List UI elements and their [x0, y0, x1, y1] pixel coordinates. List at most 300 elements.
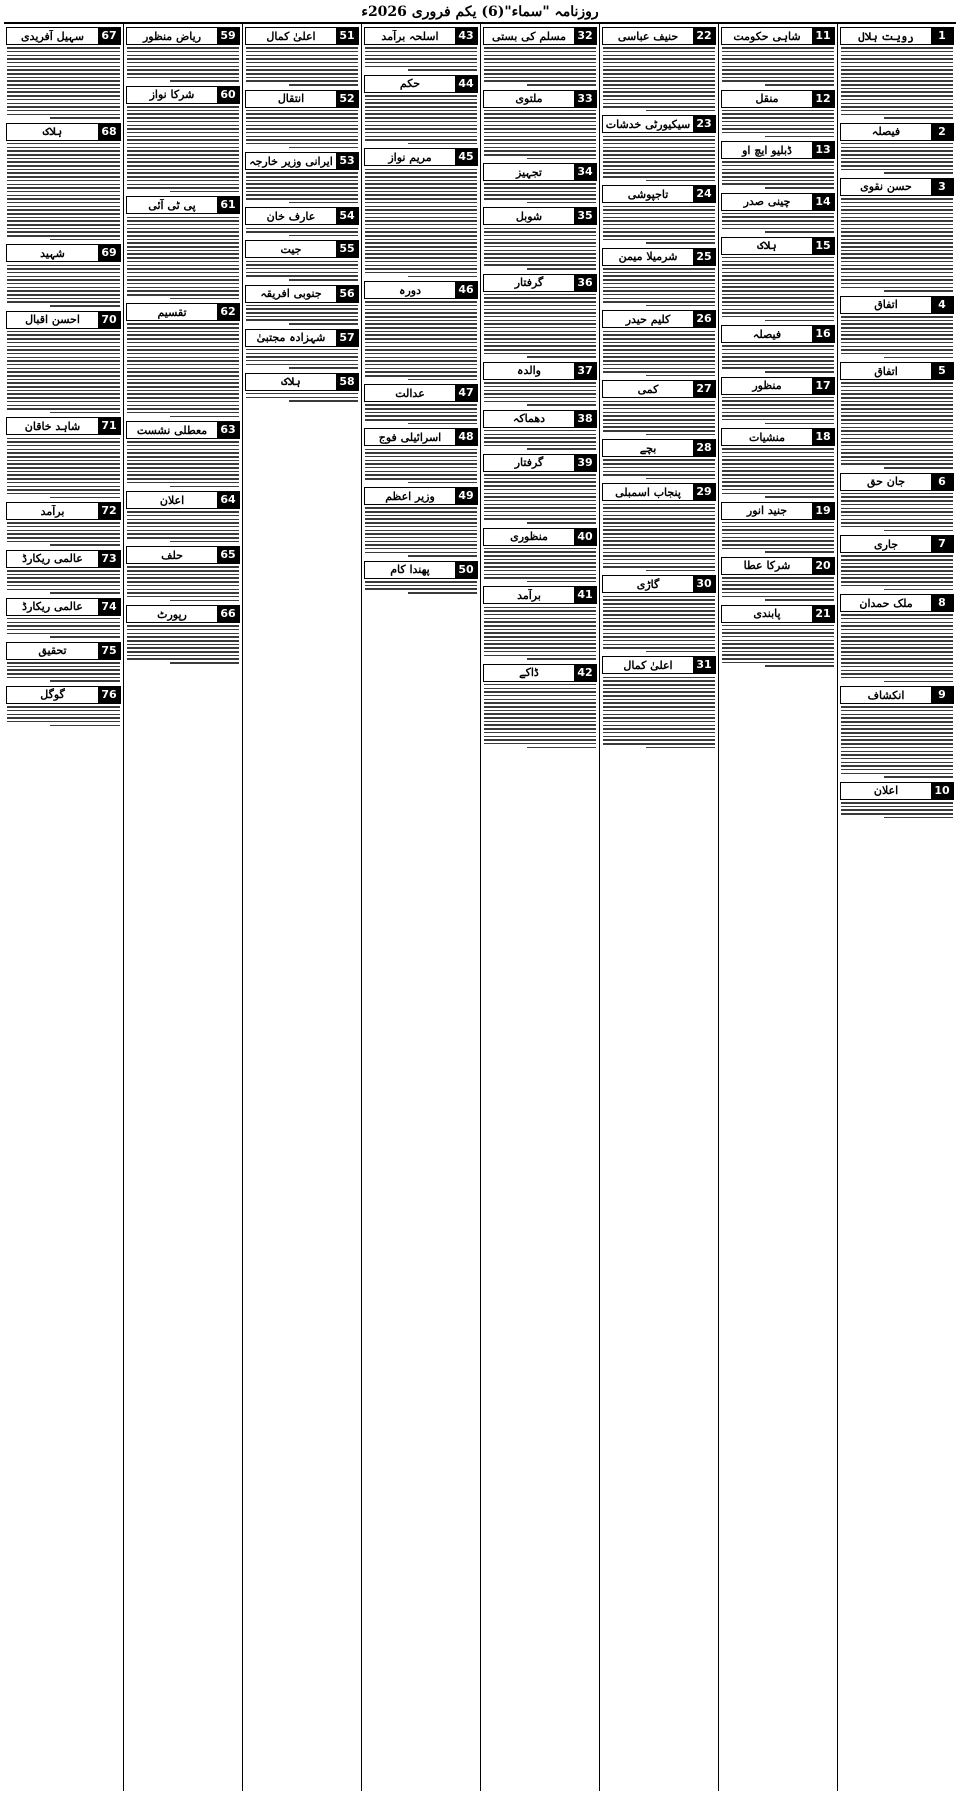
text-line	[603, 618, 715, 620]
text-line	[527, 658, 596, 660]
text-line	[484, 77, 596, 79]
text-line	[841, 725, 953, 727]
news-item	[245, 240, 359, 280]
item-body-text	[245, 349, 359, 369]
news-item	[721, 237, 835, 321]
text-line	[841, 736, 953, 738]
text-line	[7, 405, 120, 407]
text-line	[603, 610, 715, 612]
text-line	[289, 323, 358, 325]
text-line	[365, 121, 477, 123]
news-item	[364, 75, 478, 145]
text-line	[7, 522, 120, 524]
item-headline: شاہد خاقان	[24, 419, 81, 433]
item-headline: پنجاب اسمبلی	[615, 485, 681, 499]
item-number: 62	[217, 304, 239, 320]
text-line	[484, 548, 596, 550]
text-line	[603, 401, 715, 403]
news-item	[126, 421, 240, 487]
text-line	[841, 430, 953, 432]
text-line	[722, 548, 834, 550]
text-line	[841, 408, 953, 410]
text-line	[484, 136, 596, 138]
news-item-header	[483, 163, 597, 181]
text-line	[246, 66, 358, 68]
text-line	[841, 673, 953, 675]
text-line	[127, 283, 239, 285]
text-line	[765, 665, 834, 667]
news-item-header	[602, 575, 716, 593]
news-item	[840, 362, 954, 469]
text-line	[484, 430, 596, 432]
text-line	[841, 265, 953, 267]
text-line	[603, 684, 715, 686]
text-line	[841, 331, 953, 333]
text-line	[127, 279, 239, 281]
text-line	[365, 62, 477, 64]
item-headline: اعلان	[873, 784, 899, 798]
item-body-text	[6, 438, 121, 499]
text-line	[127, 58, 239, 60]
item-number: 3	[931, 179, 953, 195]
item-headline: شہید	[40, 246, 65, 260]
text-line	[603, 736, 715, 738]
text-line	[603, 732, 715, 734]
text-line	[127, 125, 239, 127]
text-line	[7, 349, 120, 351]
text-line	[127, 294, 239, 296]
text-line	[484, 717, 596, 719]
text-line	[722, 132, 834, 134]
news-item	[602, 439, 716, 479]
text-line	[484, 154, 596, 156]
text-line	[603, 298, 715, 300]
text-line	[603, 371, 715, 373]
text-line	[722, 349, 834, 351]
text-line	[841, 88, 953, 90]
text-line	[603, 647, 715, 649]
text-line	[7, 195, 120, 197]
news-item-header	[483, 454, 597, 472]
text-line	[7, 486, 120, 488]
text-line	[841, 253, 953, 255]
text-line	[127, 526, 239, 528]
text-line	[841, 316, 953, 318]
text-line	[7, 629, 120, 631]
item-headline: پھندا کام	[390, 563, 430, 577]
text-line	[841, 577, 953, 579]
news-item	[721, 428, 835, 498]
text-line	[289, 400, 358, 402]
text-line	[7, 191, 120, 193]
item-number: 5	[931, 363, 953, 379]
text-line	[127, 66, 239, 68]
item-number: 17	[812, 378, 834, 394]
text-line	[484, 511, 596, 513]
text-line	[484, 301, 596, 303]
text-line	[722, 636, 834, 638]
text-line	[603, 69, 715, 71]
text-line	[365, 548, 477, 550]
text-line	[841, 393, 953, 395]
text-line	[127, 522, 239, 524]
text-line	[246, 180, 358, 182]
text-line	[722, 658, 834, 660]
item-body-text	[6, 706, 121, 726]
text-line	[646, 747, 715, 749]
text-line	[127, 467, 239, 469]
item-number: 74	[98, 599, 120, 615]
text-line	[365, 66, 477, 68]
text-line	[722, 364, 834, 366]
text-line	[484, 559, 596, 561]
columns	[4, 24, 956, 1791]
text-line	[7, 622, 120, 624]
text-line	[841, 69, 953, 71]
text-line	[365, 194, 477, 196]
text-line	[127, 511, 239, 513]
item-headline: عالمی ریکارڈ	[22, 552, 83, 566]
news-item-header	[245, 207, 359, 225]
text-line	[50, 497, 120, 499]
news-item-header	[602, 310, 716, 328]
text-line	[484, 625, 596, 627]
text-line	[484, 386, 596, 388]
item-number: 44	[455, 76, 477, 92]
text-line	[7, 489, 120, 491]
news-item-header	[840, 473, 954, 491]
news-item	[364, 27, 478, 71]
text-line	[841, 555, 953, 557]
text-line	[365, 305, 477, 307]
item-headline: اسلحہ برآمد	[381, 29, 439, 43]
text-line	[603, 552, 715, 554]
news-item-header	[840, 782, 954, 800]
item-number: 64	[217, 492, 239, 508]
news-item-header	[364, 384, 478, 402]
text-line	[484, 297, 596, 299]
text-line	[484, 515, 596, 517]
text-line	[484, 724, 596, 726]
text-line	[127, 327, 239, 329]
text-line	[722, 353, 834, 355]
item-number: 11	[812, 28, 834, 44]
text-line	[365, 320, 477, 322]
text-line	[722, 577, 834, 579]
text-line	[484, 713, 596, 715]
text-line	[484, 117, 596, 119]
news-item	[6, 502, 121, 546]
item-headline: انتقال	[277, 92, 305, 106]
text-line	[7, 460, 120, 462]
text-line	[7, 408, 120, 410]
news-column	[4, 24, 123, 1791]
text-line	[841, 449, 953, 451]
text-line	[603, 206, 715, 208]
text-line	[7, 95, 120, 97]
text-line	[884, 117, 953, 119]
text-line	[7, 357, 120, 359]
text-line	[841, 496, 953, 498]
text-line	[127, 445, 239, 447]
text-line	[484, 732, 596, 734]
text-line	[603, 404, 715, 406]
item-headline: منظور	[752, 379, 782, 393]
text-line	[841, 55, 953, 57]
text-line	[722, 662, 834, 664]
text-line	[841, 198, 953, 200]
item-number: 1	[931, 28, 953, 44]
text-line	[484, 132, 596, 134]
text-line	[127, 346, 239, 348]
text-line	[127, 220, 239, 222]
item-body-text	[126, 217, 240, 300]
text-line	[841, 66, 953, 68]
text-line	[841, 809, 953, 811]
news-item-header	[721, 90, 835, 108]
text-line	[127, 265, 239, 267]
item-headline: حلف	[161, 548, 183, 562]
text-line	[484, 110, 596, 112]
item-headline: حنیف عباسی	[617, 29, 679, 43]
text-line	[765, 371, 834, 373]
text-line	[127, 110, 239, 112]
text-line	[646, 434, 715, 436]
item-number: 7	[931, 536, 953, 552]
text-line	[484, 636, 596, 638]
text-line	[365, 110, 477, 112]
text-line	[7, 662, 120, 664]
news-item	[602, 575, 716, 652]
text-line	[484, 312, 596, 314]
text-line	[603, 526, 715, 528]
text-line	[841, 202, 953, 204]
news-item-header	[245, 27, 359, 45]
text-line	[484, 574, 596, 576]
item-headline: حکم	[399, 77, 421, 91]
text-line	[603, 614, 715, 616]
text-line	[603, 239, 715, 241]
text-line	[7, 231, 120, 233]
item-number: 60	[217, 87, 239, 103]
news-item	[721, 377, 835, 425]
news-item-header	[364, 428, 478, 446]
text-line	[841, 647, 953, 649]
text-line	[7, 73, 120, 75]
text-line	[841, 404, 953, 406]
text-line	[722, 257, 834, 259]
item-body-text	[245, 110, 359, 148]
text-line	[603, 415, 715, 417]
item-number: 21	[812, 606, 834, 622]
item-number: 20	[812, 558, 834, 574]
text-line	[7, 66, 120, 68]
text-line	[722, 183, 834, 185]
item-headline: شرکا نواز	[149, 88, 195, 102]
text-line	[722, 533, 834, 535]
text-line	[127, 268, 239, 270]
text-line	[7, 581, 120, 583]
text-line	[127, 338, 239, 340]
news-item	[840, 594, 954, 682]
text-line	[7, 379, 120, 381]
text-line	[722, 110, 834, 112]
text-line	[246, 397, 358, 399]
text-line	[484, 643, 596, 645]
text-line	[365, 511, 477, 513]
news-item	[6, 123, 121, 241]
text-line	[722, 588, 834, 590]
text-line	[484, 518, 596, 520]
text-line	[365, 460, 477, 462]
text-line	[246, 393, 358, 395]
item-body-text	[483, 382, 597, 406]
text-line	[7, 467, 120, 469]
item-headline: چینی صدر	[743, 195, 791, 209]
item-headline: تقسیم	[157, 305, 187, 319]
text-line	[603, 217, 715, 219]
text-line	[7, 452, 120, 454]
text-line	[7, 585, 120, 587]
text-line	[7, 51, 120, 53]
text-line	[841, 581, 953, 583]
item-number: 61	[217, 197, 239, 213]
text-line	[127, 655, 239, 657]
text-line	[246, 198, 358, 200]
item-number: 29	[693, 484, 715, 500]
item-body-text	[721, 161, 835, 188]
text-line	[484, 327, 596, 329]
text-line	[841, 670, 953, 672]
text-line	[7, 202, 120, 204]
text-line	[365, 349, 477, 351]
news-item	[840, 686, 954, 778]
text-line	[484, 257, 596, 259]
text-line	[722, 463, 834, 465]
item-body-text	[721, 448, 835, 497]
text-line	[841, 765, 953, 767]
text-line	[7, 533, 120, 535]
text-line	[722, 544, 834, 546]
item-number: 50	[455, 562, 477, 578]
text-line	[603, 58, 715, 60]
item-body-text	[126, 106, 240, 192]
text-line	[603, 228, 715, 230]
text-line	[722, 62, 834, 64]
text-line	[127, 161, 239, 163]
text-line	[722, 485, 834, 487]
text-line	[365, 353, 477, 355]
news-item-header	[6, 417, 121, 435]
text-line	[127, 257, 239, 259]
text-line	[603, 555, 715, 557]
text-line	[484, 338, 596, 340]
item-number: 12	[812, 91, 834, 107]
text-line	[127, 379, 239, 381]
news-item	[602, 27, 716, 111]
item-headline: وزیر اعظم	[385, 489, 435, 503]
text-line	[722, 526, 834, 528]
news-item-header	[364, 27, 478, 45]
text-line	[603, 629, 715, 631]
text-line	[722, 172, 834, 174]
text-line	[365, 132, 477, 134]
text-line	[841, 438, 953, 440]
item-body-text	[483, 47, 597, 85]
text-line	[603, 566, 715, 568]
item-number: 28	[693, 440, 715, 456]
item-number: 34	[574, 164, 596, 180]
text-line	[603, 268, 715, 270]
item-body-text	[840, 316, 954, 358]
text-line	[246, 275, 358, 277]
text-line	[603, 511, 715, 513]
item-headline: سہیل آفریدی	[21, 29, 84, 43]
text-line	[841, 397, 953, 399]
text-line	[127, 456, 239, 458]
text-line	[722, 121, 834, 123]
text-line	[365, 206, 477, 208]
item-number: 24	[693, 186, 715, 202]
text-line	[603, 147, 715, 149]
text-line	[603, 714, 715, 716]
text-line	[484, 478, 596, 480]
text-line	[7, 161, 120, 163]
news-item-header	[126, 605, 240, 623]
text-line	[127, 375, 239, 377]
text-line	[722, 47, 834, 49]
news-item-header	[126, 421, 240, 439]
text-line	[484, 489, 596, 491]
item-number: 41	[574, 587, 596, 603]
text-line	[127, 73, 239, 75]
text-line	[50, 239, 120, 241]
item-number: 2	[931, 124, 953, 140]
text-line	[646, 375, 715, 377]
text-line	[365, 235, 477, 237]
text-line	[603, 345, 715, 347]
news-item	[6, 686, 121, 726]
news-item-header	[483, 27, 597, 45]
text-line	[127, 625, 239, 627]
item-headline: فیصلہ	[871, 125, 901, 139]
text-line	[722, 529, 834, 531]
item-number: 8	[931, 595, 953, 611]
text-line	[603, 150, 715, 152]
text-line	[7, 106, 120, 108]
text-line	[603, 717, 715, 719]
text-line	[365, 224, 477, 226]
item-body-text	[245, 393, 359, 402]
news-item	[483, 586, 597, 659]
text-line	[7, 158, 120, 160]
item-number: 31	[693, 657, 715, 673]
text-line	[484, 434, 596, 436]
text-line	[527, 84, 596, 86]
text-line	[127, 176, 239, 178]
text-line	[765, 136, 834, 138]
text-line	[246, 62, 358, 64]
text-line	[722, 228, 834, 230]
text-line	[484, 125, 596, 127]
text-line	[246, 272, 358, 274]
text-line	[246, 69, 358, 71]
item-body-text	[721, 345, 835, 372]
text-line	[127, 287, 239, 289]
text-line	[841, 150, 953, 152]
text-line	[365, 272, 477, 274]
news-column	[837, 24, 956, 1791]
